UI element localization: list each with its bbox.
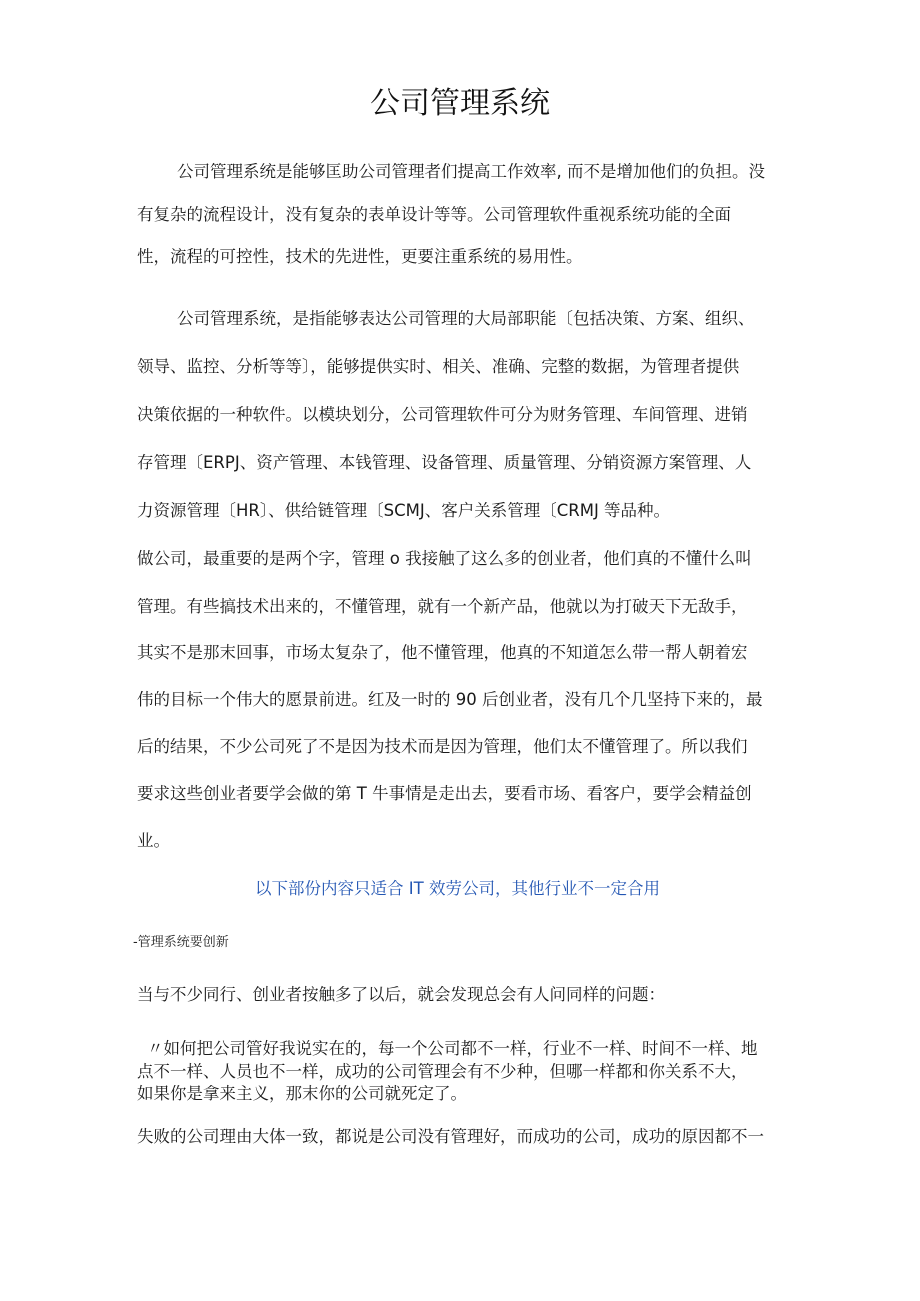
paragraph-2-line-5: 力资源管理〔HR〕、供给链管理〔SCMJ、客户关系管理〔CRMJ 等品种。 — [137, 501, 671, 520]
section-subheading: -管理系统要创新 — [133, 935, 229, 950]
paragraph-3-line-3: 其实不是那末回事，市场太复杂了，他不懂管理，他真的不知道怎么带一帮人朝着宏 — [137, 643, 748, 662]
paragraph-3-line-4: 伟的目标一个伟大的愿景前进。红及一时的 90 后创业者，没有几个几坚持下来的，最 — [137, 690, 763, 709]
paragraph-2-line-4: 存管理〔ERPJ、资产管理、本钱管理、设备管理、质量管理、分销资源方案管理、人 — [137, 453, 752, 472]
paragraph-5: 失败的公司理由大体一致，都说是公司没有管理好，而成功的公司，成功的原因都不一 — [137, 1127, 764, 1146]
paragraph-2-line-2: 领导、监控、分析等等〕，能够提供实时、相关、准确、完整的数据，为管理者提供 — [137, 357, 740, 376]
paragraph-2-line-3: 决策依据的一种软件。以模块划分，公司管理软件可分为财务管理、车间管理、进销 — [137, 405, 748, 424]
industry-note: 以下部份内容只适合 IT 效劳公司，其他行业不一定合用 — [255, 879, 660, 898]
paragraph-3-line-5: 后的结果，不少公司死了不是因为技术而是因为管理，他们太不懂管理了。所以我们 — [137, 737, 748, 756]
paragraph-2-line-1: 公司管理系统，是指能够表达公司管理的大局部职能〔包括决策、方案、组织、 — [177, 309, 755, 328]
quote-line-2: 点不一样、人员也不一样，成功的公司管理会有不少种，但哪一样都和你关系不大， — [137, 1062, 748, 1081]
paragraph-1-line-2: 有复杂的流程设计，没有复杂的表单设计等等。公司管理软件重视系统功能的全面 — [137, 205, 731, 224]
paragraph-1-line-1: 公司管理系统是能够匡助公司管理者们提高工作效率, 而不是增加他们的负担。没 — [177, 162, 765, 181]
paragraph-3-line-1: 做公司，最重要的是两个字，管理 o 我接触了这么多的创业者，他们真的不懂什么叫 — [137, 549, 752, 568]
quote-line-1: 〃如何把公司管好我说实在的，每一个公司都不一样，行业不一样、时间不一样、地 — [147, 1039, 758, 1058]
document-title: 公司管理系统 — [370, 86, 550, 121]
paragraph-4: 当与不少同行、创业者按触多了以后，就会发现总会有人问同样的问题： — [137, 985, 665, 1004]
paragraph-3-line-6: 要求这些创业者要学会做的第 T 牛事情是走出去，要看市场、看客户，要学会精益创 — [137, 784, 752, 803]
paragraph-3-line-2: 管理。有些搞技术出来的，不懂管理，就有一个新产品，他就以为打破天下无敌手， — [137, 597, 748, 616]
paragraph-1-line-3: 性，流程的可控性，技术的先进性，更要注重系统的易用性。 — [137, 247, 583, 266]
quote-line-3: 如果你是拿来主义，那末你的公司就死定了。 — [137, 1084, 467, 1103]
paragraph-3-line-7: 业。 — [137, 831, 170, 850]
